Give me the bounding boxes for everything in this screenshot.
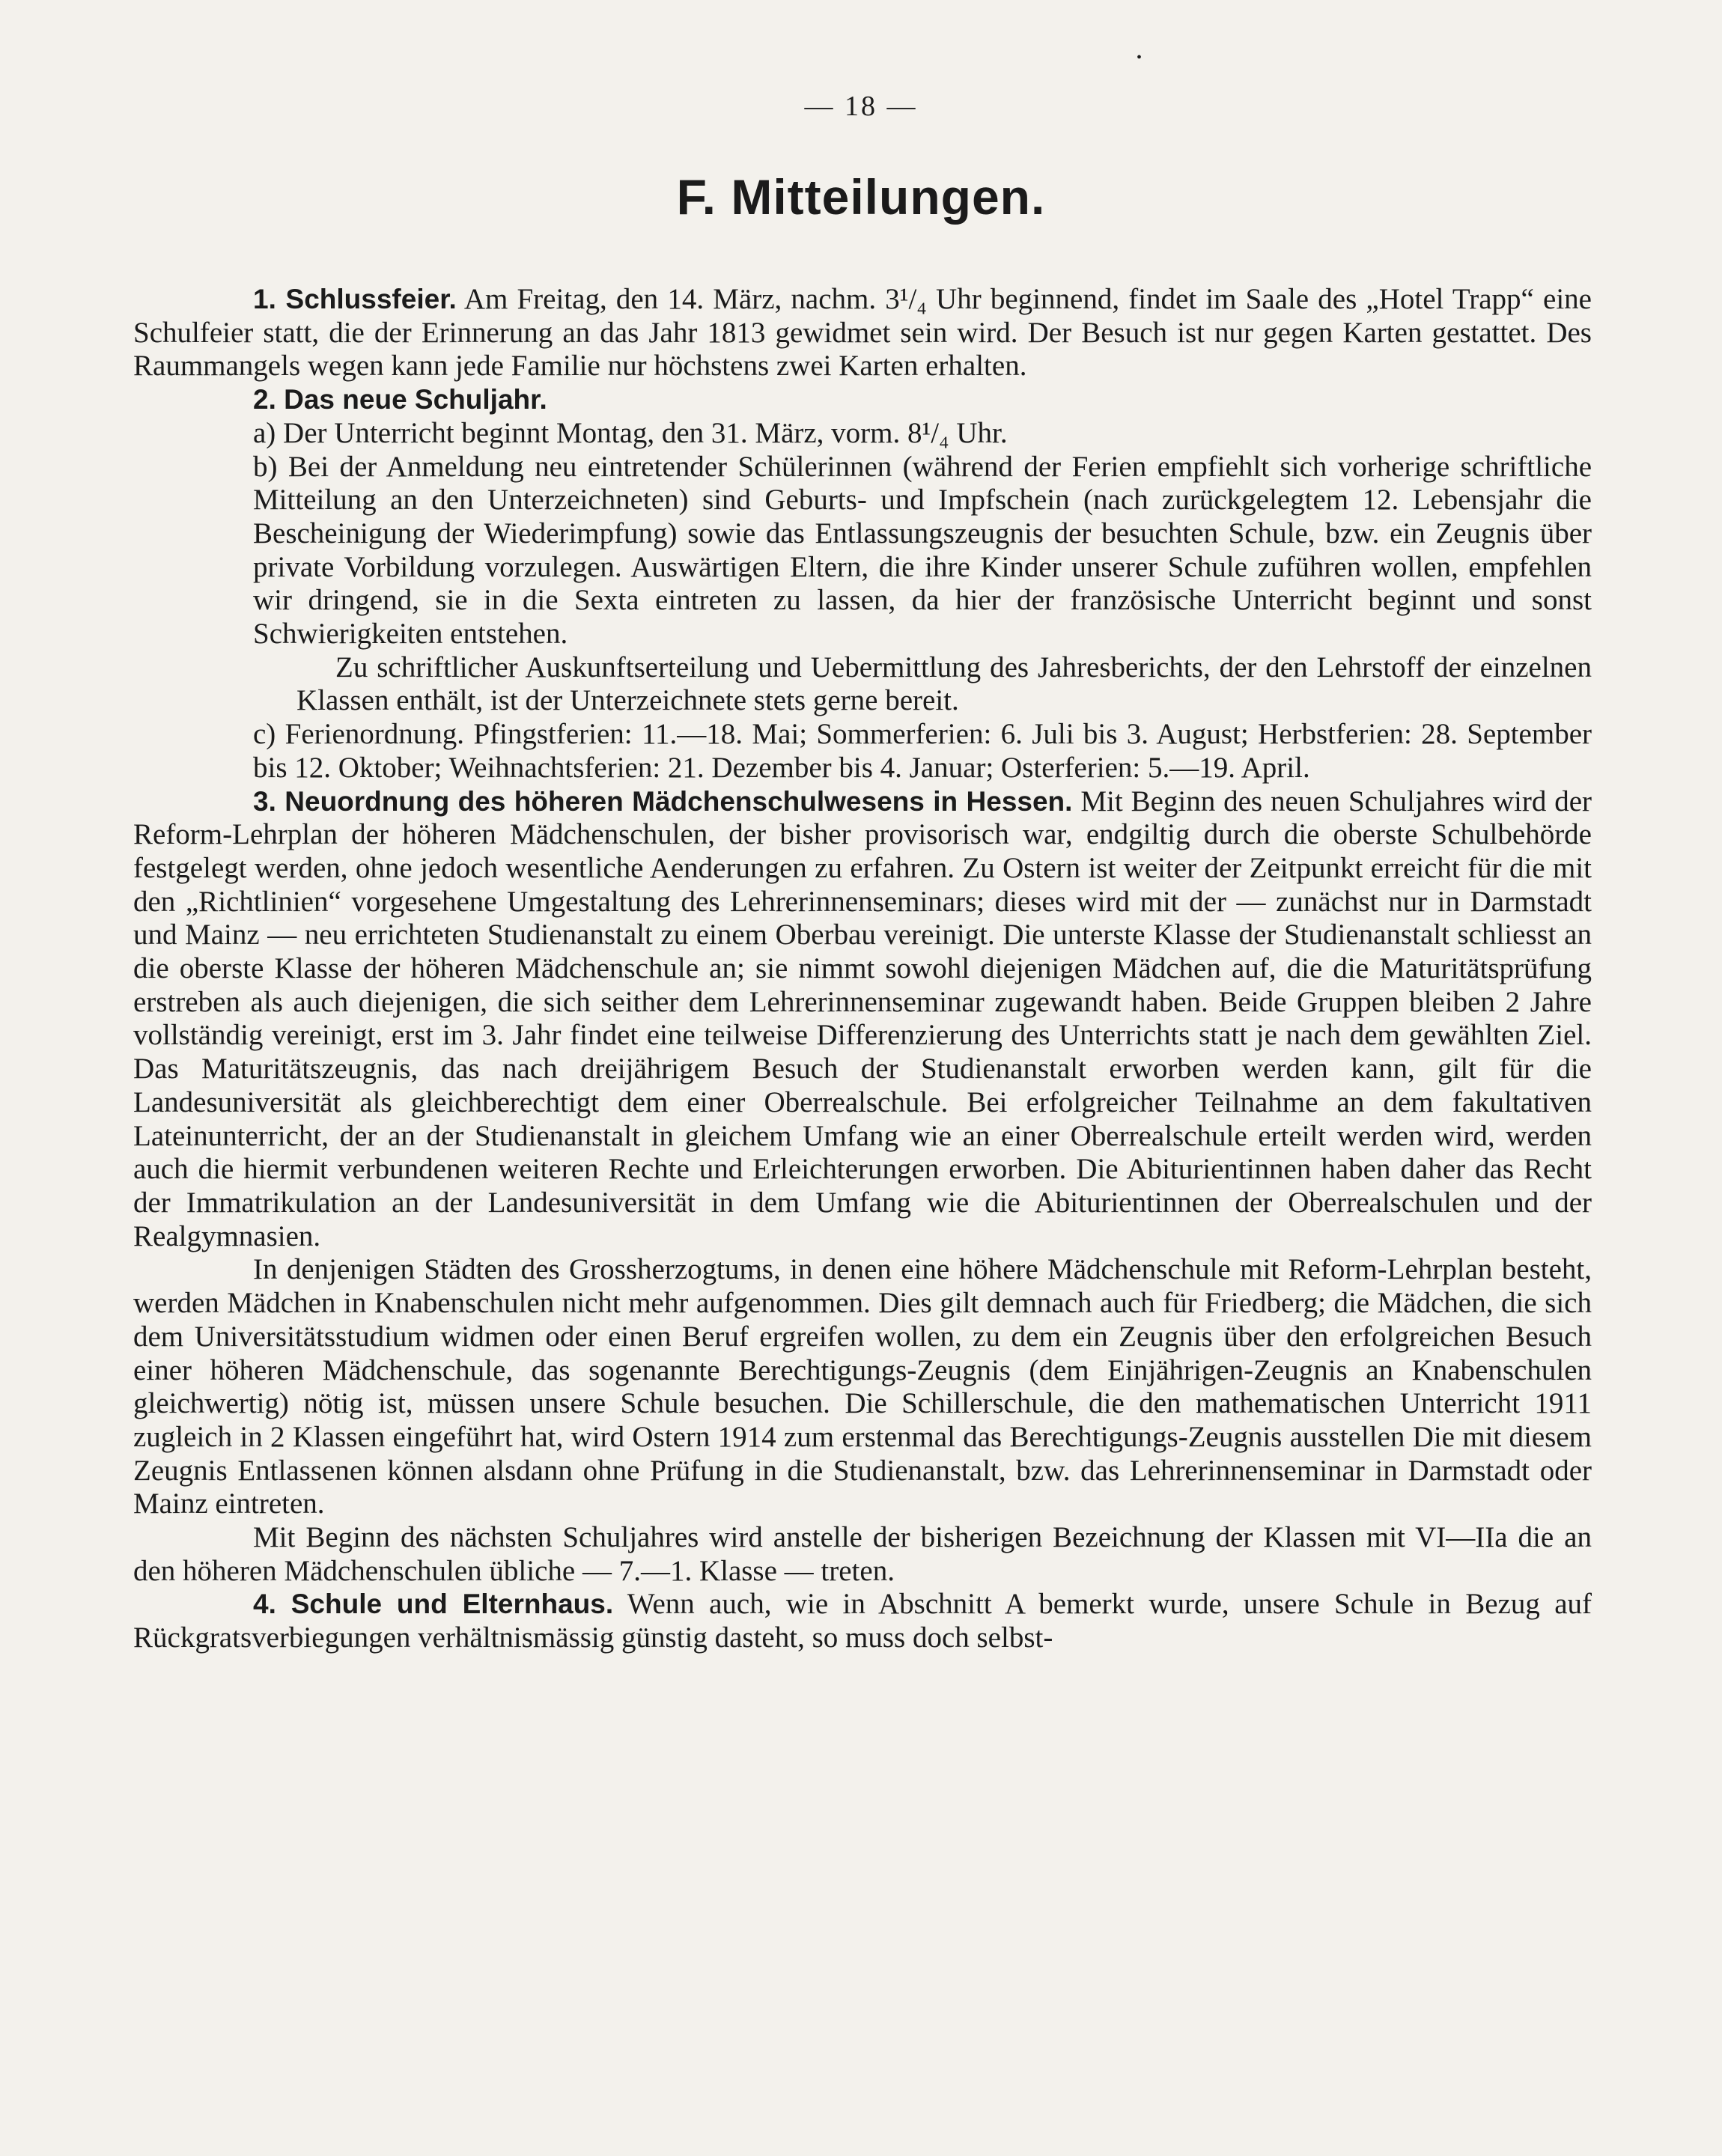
section-schule-elternhaus xyxy=(133,1588,1592,1654)
item-b-note-text: Zu schriftlicher Auskunftserteilung und Uebermittlung des Jahresberichts, der den Lehrstoff der einzelnen Klassen enthält, ist der Unterzeichnete stets gerne bereit. xyxy=(296,651,1592,717)
section-text: Am Freitag, den 14. März, nachm. 3¹/₄ Uhr beginnend, findet im Saale des „Hotel Trapp“ eine Schulfeier statt, die der Erinnerung an das Jahr 1813 gewidmet sein wird. Der Besuch ist nur gegen Karten gestattet. Des Raummangels wegen kann jede Familie nur höchstens zwei Karten erhalten. xyxy=(133,283,1592,383)
item-b-note xyxy=(133,651,1592,718)
article-body xyxy=(133,283,1592,1655)
section-schlussfeier xyxy=(133,283,1592,383)
section-heading: 1. Schlussfeier. xyxy=(253,284,457,314)
item-c xyxy=(133,718,1592,785)
section-heading: 4. Schule und Elternhaus. xyxy=(253,1589,614,1620)
section-schuljahr xyxy=(133,383,1592,417)
paragraph-text: Mit Beginn des nächsten Schuljahres wird anstelle der bisherigen Bezeichnung der Klassen mit VI—IIa die an den höheren Mädchenschulen übliche — 7.—1. Klasse — treten. xyxy=(133,1521,1592,1587)
section-heading: 3. Neuordnung des höheren Mädchenschulwesens in Hessen. xyxy=(253,785,1073,817)
section-paragraph xyxy=(133,1521,1592,1588)
page-number: — 18 — xyxy=(804,91,918,122)
item-c-text: c) Ferienordnung. Pfingstferien: 11.—18. Mai; Sommerferien: 6. Juli bis 3. August; Herbstferien: 28. September bis 12. Oktober; Weihnachtsferien: 21. Dezember bis 4. Januar; Osterferien: 5.—19. April. xyxy=(253,718,1592,784)
ink-speck: • xyxy=(1137,49,1143,66)
section-text: Wenn auch, wie in Abschnitt A bemerkt wurde, unsere Schule in Bezug auf Rückgratsverbiegungen verhältnismässig günstig dasteht, so muss doch selbst- xyxy=(133,1588,1592,1654)
page-title: F. Mitteilungen. xyxy=(676,169,1046,225)
section-heading: 2. Das neue Schuljahr. xyxy=(253,384,547,415)
item-b-text: b) Bei der Anmeldung neu eintretender Schülerinnen (während der Ferien empfiehlt sich vorherige schriftliche Mitteilung an den Unterzeichneten) sind Geburts- und Impfschein (nach zurückgelegtem 12. Lebensjahr die Bescheinigung der Wiederimpfung) sowie das Entlassungszeugnis der besuchten Schule, bzw. ein Zeugnis über private Vorbildung vorzulegen. Auswärtigen Eltern, die ihre Kinder unserer Schule zuführen wollen, empfehlen wir dringend, sie in die Sexta eintreten zu lassen, da hier der französische Unterricht beginnt und sonst Schwierigkeiten entstehen. xyxy=(253,450,1592,651)
paragraph-text: In denjenigen Städten des Grossherzogtums, in denen eine höhere Mädchenschule mit Reform-Lehrplan besteht, werden Mädchen in Knabenschulen nicht mehr aufgenommen. Dies gilt demnach auch für Friedberg; die Mädchen, die sich dem Universitätsstudium widmen oder einen Beruf ergreifen wollen, zu dem ein Zeugnis über den erfolgreichen Besuch einer höheren Mädchenschule, das sogenannte Berechtigungs-Zeugnis (dem Einjährigen-Zeugnis an Knabenschulen gleichwertig) nötig ist, müssen unsere Schule besuchen. Die Schillerschule, die den mathematischen Unterricht 1911 zugleich in 2 Klassen eingeführt hat, wird Ostern 1914 zum erstenmal das Berechtigungs-Zeugnis ausstellen Die mit diesem Zeugnis Entlassenen können alsdann ohne Prüfung in die Studienanstalt, bzw. das Lehrerinnenseminar in Darmstadt oder Mainz eintreten. xyxy=(133,1253,1592,1520)
item-b xyxy=(133,451,1592,651)
section-neuordnung xyxy=(133,785,1592,1254)
section-paragraph xyxy=(133,1253,1592,1521)
item-a: a) Der Unterricht beginnt Montag, den 31. März, vorm. 8¹/₄ Uhr. xyxy=(253,416,1008,449)
section-text: Mit Beginn des neuen Schuljahres wird der Reform-Lehrplan der höheren Mädchenschulen, der bisher provisorisch war, endgiltig durch die oberste Schulbehörde festgelegt werden, ohne jedoch wesentliche Aenderungen zu erfahren. Zu Ostern ist weiter der Zeitpunkt erreicht für die mit den „Richtlinien“ vorgesehene Umgestaltung des Lehrerinnenseminars; dieses wird mit der — zunächst nur in Darmstadt und Mainz — neu errichteten Studienanstalt zu einem Oberbau vereinigt. Die unterste Klasse der Studienanstalt schliesst an die oberste Klasse der höheren Mädchenschule an; sie nimmt sowohl diejenigen Mädchen auf, die die Maturitätsprüfung erstreben als auch diejenigen, die sich seither dem Lehrerinnenseminar zugewandt haben. Beide Gruppen bleiben 2 Jahre vollständig vereinigt, erst im 3. Jahr findet eine teilweise Differenzierung des Unterrichts statt je nach dem gewählten Ziel. Das Maturitätszeugnis, das nach dreijährigem Besuch der Studienanstalt erworben werden kann, gilt für die Landesuniversität als gleichberechtigt dem einer Oberrealschule. Bei erfolgreicher Teilnahme an dem fakultativen Lateinunterricht, der an der Studienanstalt in gleichem Umfang wie an einer Oberrealschule erteilt werden wird, werden auch die hiermit verbundenen weiteren Rechte und Erleichterungen erworben. Die Abiturientinnen haben daher das Recht der Immatrikulation an der Landesuniversität in dem Umfang wie die Abiturientinnen der Oberrealschulen und der Realgymnasien. xyxy=(133,785,1592,1252)
